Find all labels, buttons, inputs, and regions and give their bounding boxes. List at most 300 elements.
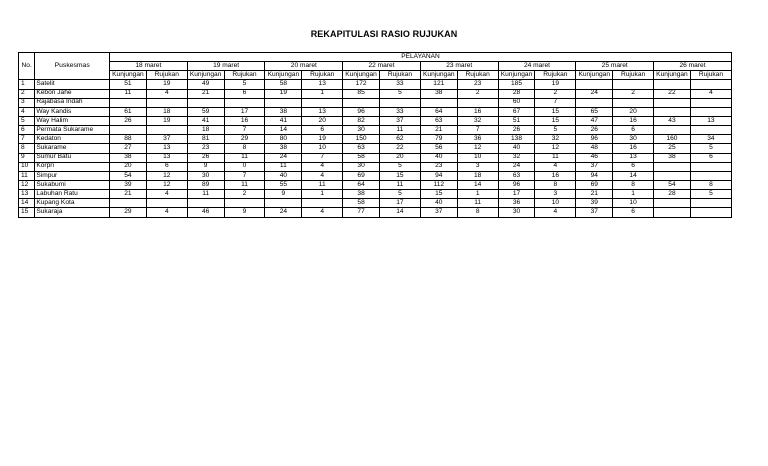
rujukan-cell [302,98,343,107]
table-row [19,116,732,125]
rujukan-cell: 5 [535,126,576,135]
kunjungan-cell: 39 [576,199,613,208]
kunjungan-cell: 40 [420,153,457,162]
rujukan-cell [613,80,654,89]
kunjungan-cell: 38 [654,153,691,162]
kunjungan-cell: 38 [265,144,302,153]
kunjungan-cell: 24 [265,153,302,162]
kunjungan-cell: 55 [265,180,302,189]
rujukan-cell: 14 [379,208,420,217]
header-date: 25 maret [576,62,654,71]
kunjungan-cell: 14 [265,126,302,135]
rujukan-cell [690,162,731,171]
header-kunjungan: Kunjungan [343,71,380,80]
kunjungan-cell: 48 [576,144,613,153]
rujukan-cell [690,98,731,107]
kunjungan-cell: 19 [265,89,302,98]
kunjungan-cell: 185 [498,80,535,89]
kunjungan-cell: 60 [498,98,535,107]
kunjungan-cell: 69 [343,171,380,180]
table-row [19,190,732,199]
rujukan-cell: 4 [535,162,576,171]
kunjungan-cell: 46 [187,208,224,217]
kunjungan-cell: 32 [498,153,535,162]
rujukan-cell: 7 [224,171,265,180]
kunjungan-cell: 63 [420,116,457,125]
kunjungan-cell: 56 [420,144,457,153]
rujukan-cell: 8 [224,144,265,153]
kunjungan-cell [654,199,691,208]
rujukan-cell: 16 [224,116,265,125]
rujukan-cell: 13 [613,153,654,162]
rujukan-cell: 16 [535,171,576,180]
rujukan-cell [146,126,187,135]
rujukan-cell: 30 [613,135,654,144]
kunjungan-cell: 85 [343,89,380,98]
rujukan-cell: 13 [146,144,187,153]
rujukan-cell [379,98,420,107]
rujukan-cell: 20 [379,153,420,162]
kunjungan-cell [110,126,147,135]
kunjungan-cell: 23 [187,144,224,153]
row-number: 1 [19,80,35,89]
rujukan-cell: 1 [302,89,343,98]
table-row [19,135,732,144]
row-number: 15 [19,208,35,217]
table-row [19,80,732,89]
kunjungan-cell: 89 [187,180,224,189]
kunjungan-cell: 96 [343,107,380,116]
header-kunjungan: Kunjungan [654,71,691,80]
kunjungan-cell: 21 [420,126,457,135]
puskesmas-name: Kupang Kota [35,199,110,208]
kunjungan-cell [654,208,691,217]
kunjungan-cell: 58 [343,199,380,208]
kunjungan-cell: 94 [576,171,613,180]
kunjungan-cell: 61 [110,107,147,116]
kunjungan-cell: 30 [343,126,380,135]
rujukan-cell: 1 [457,190,498,199]
puskesmas-name: Korpri [35,162,110,171]
rujukan-cell: 4 [146,208,187,217]
kunjungan-cell: 54 [110,171,147,180]
rujukan-cell [146,98,187,107]
kunjungan-cell: 96 [576,135,613,144]
kunjungan-cell: 64 [343,180,380,189]
rujukan-cell: 7 [302,153,343,162]
rujukan-cell: 32 [535,135,576,144]
kunjungan-cell [654,80,691,89]
kunjungan-cell: 38 [265,107,302,116]
rujukan-cell: 12 [146,171,187,180]
rujukan-cell: 5 [379,89,420,98]
kunjungan-cell [343,98,380,107]
rujukan-cell: 15 [379,171,420,180]
rujukan-cell: 4 [302,171,343,180]
header-date: 24 maret [498,62,576,71]
rujukan-cell: 7 [457,126,498,135]
rujukan-cell: 4 [302,208,343,217]
table-row [19,208,732,217]
header-rujukan: Rujukan [535,71,576,80]
kunjungan-cell: 112 [420,180,457,189]
header-date: 26 maret [654,62,732,71]
rujukan-cell: 22 [379,144,420,153]
rujukan-cell [224,98,265,107]
rujukan-cell: 37 [146,135,187,144]
row-number: 3 [19,98,35,107]
kunjungan-cell: 160 [654,135,691,144]
header-date: 20 maret [265,62,343,71]
kunjungan-cell: 38 [110,153,147,162]
header-kunjungan: Kunjungan [576,71,613,80]
rujukan-cell: 6 [146,162,187,171]
rujukan-cell: 19 [146,80,187,89]
rujukan-cell: 62 [379,135,420,144]
header-kunjungan: Kunjungan [265,71,302,80]
rujukan-cell: 34 [690,135,731,144]
kunjungan-cell: 30 [343,162,380,171]
rujukan-cell: 4 [146,89,187,98]
header-puskesmas: Puskesmas [35,53,110,80]
rujukan-cell: 1 [302,190,343,199]
table-row [19,162,732,171]
row-number: 11 [19,171,35,180]
kunjungan-cell: 150 [343,135,380,144]
rujukan-table [18,52,732,218]
kunjungan-cell: 41 [187,116,224,125]
rujukan-cell: 10 [535,199,576,208]
kunjungan-cell: 30 [498,208,535,217]
row-number: 5 [19,116,35,125]
kunjungan-cell: 41 [265,116,302,125]
kunjungan-cell: 36 [498,199,535,208]
kunjungan-cell: 11 [187,190,224,199]
kunjungan-cell: 40 [265,171,302,180]
kunjungan-cell: 54 [654,180,691,189]
rujukan-cell: 11 [302,180,343,189]
kunjungan-cell: 38 [343,190,380,199]
kunjungan-cell: 58 [265,80,302,89]
rujukan-cell: 5 [690,190,731,199]
kunjungan-cell: 28 [654,190,691,199]
kunjungan-cell [654,162,691,171]
kunjungan-cell [187,199,224,208]
kunjungan-cell: 37 [576,162,613,171]
puskesmas-name: Simpur [35,171,110,180]
puskesmas-name: Sukarame [35,144,110,153]
rujukan-cell: 4 [535,208,576,217]
kunjungan-cell: 43 [654,116,691,125]
rujukan-cell: 2 [613,89,654,98]
rujukan-cell: 9 [224,208,265,217]
kunjungan-cell: 40 [498,144,535,153]
table-row [19,180,732,189]
row-number: 14 [19,199,35,208]
kunjungan-cell: 51 [498,116,535,125]
kunjungan-cell [187,98,224,107]
header-rujukan: Rujukan [690,71,731,80]
kunjungan-cell: 21 [110,190,147,199]
rujukan-cell: 4 [146,190,187,199]
rujukan-cell: 8 [690,180,731,189]
rujukan-cell: 10 [613,199,654,208]
header-date: 22 maret [343,62,421,71]
rujukan-cell: 18 [146,107,187,116]
rujukan-cell: 11 [379,180,420,189]
row-number: 2 [19,89,35,98]
header-rujukan: Rujukan [302,71,343,80]
kunjungan-cell: 58 [343,153,380,162]
kunjungan-cell: 69 [576,180,613,189]
rujukan-cell: 5 [379,190,420,199]
rujukan-cell: 0 [224,162,265,171]
rujukan-cell: 33 [379,107,420,116]
kunjungan-cell: 49 [187,80,224,89]
puskesmas-name: Sukabumi [35,180,110,189]
rujukan-cell: 12 [457,144,498,153]
rujukan-cell [224,199,265,208]
kunjungan-cell: 63 [498,171,535,180]
rujukan-cell: 23 [457,80,498,89]
kunjungan-cell: 172 [343,80,380,89]
kunjungan-cell: 24 [265,208,302,217]
kunjungan-cell: 23 [420,162,457,171]
header-rujukan: Rujukan [613,71,654,80]
rujukan-cell: 2 [224,190,265,199]
row-number: 4 [19,107,35,116]
header-row-pelayanan [19,53,732,62]
kunjungan-cell: 26 [110,116,147,125]
rujukan-cell: 13 [302,80,343,89]
rujukan-cell: 6 [613,126,654,135]
kunjungan-cell: 88 [110,135,147,144]
rujukan-cell: 20 [613,107,654,116]
kunjungan-cell: 11 [110,89,147,98]
kunjungan-cell: 26 [576,126,613,135]
rujukan-cell [690,107,731,116]
rujukan-cell: 16 [613,144,654,153]
kunjungan-cell: 29 [110,208,147,217]
rujukan-cell: 11 [535,153,576,162]
kunjungan-cell: 40 [420,199,457,208]
kunjungan-cell: 59 [187,107,224,116]
table-row [19,171,732,180]
rujukan-cell [690,208,731,217]
rujukan-cell: 11 [224,180,265,189]
row-number: 13 [19,190,35,199]
rujukan-cell: 37 [379,116,420,125]
rujukan-cell: 11 [224,153,265,162]
kunjungan-cell [654,126,691,135]
kunjungan-cell: 9 [187,162,224,171]
header-kunjungan: Kunjungan [187,71,224,80]
rujukan-cell: 12 [146,180,187,189]
kunjungan-cell: 96 [498,180,535,189]
puskesmas-name: Satelit [35,80,110,89]
kunjungan-cell: 38 [420,89,457,98]
rujukan-cell [457,98,498,107]
rujukan-cell: 14 [457,180,498,189]
table-row [19,199,732,208]
header-date: 23 maret [420,62,498,71]
kunjungan-cell: 138 [498,135,535,144]
rujukan-cell [690,199,731,208]
kunjungan-cell: 121 [420,80,457,89]
rujukan-cell: 19 [146,116,187,125]
rujukan-cell: 10 [302,144,343,153]
kunjungan-cell: 20 [110,162,147,171]
kunjungan-cell: 47 [576,116,613,125]
kunjungan-cell: 28 [498,89,535,98]
rujukan-cell: 12 [535,144,576,153]
kunjungan-cell: 82 [343,116,380,125]
table-row [19,98,732,107]
kunjungan-cell [265,199,302,208]
kunjungan-cell: 37 [420,208,457,217]
rujukan-cell: 13 [146,153,187,162]
kunjungan-cell: 30 [187,171,224,180]
kunjungan-cell: 39 [110,180,147,189]
rujukan-cell: 4 [690,89,731,98]
header-date: 19 maret [187,62,265,71]
puskesmas-name: Kebon Jahe [35,89,110,98]
rujukan-cell: 6 [302,126,343,135]
kunjungan-cell [110,199,147,208]
header-rujukan: Rujukan [146,71,187,80]
kunjungan-cell [110,98,147,107]
puskesmas-name: Labuhan Ratu [35,190,110,199]
header-row-dates [19,62,732,71]
puskesmas-name: Sukaraja [35,208,110,217]
header-row-subcolumns [19,71,732,80]
header-date: 18 maret [110,62,188,71]
table-row [19,153,732,162]
rujukan-cell: 5 [224,80,265,89]
rujukan-cell: 11 [379,126,420,135]
row-number: 12 [19,180,35,189]
kunjungan-cell [654,107,691,116]
rujukan-cell: 14 [613,171,654,180]
rujukan-cell: 19 [535,80,576,89]
rujukan-cell: 8 [457,208,498,217]
header-kunjungan: Kunjungan [498,71,535,80]
kunjungan-cell: 15 [420,190,457,199]
rujukan-cell: 15 [535,107,576,116]
row-number: 10 [19,162,35,171]
kunjungan-cell: 46 [576,153,613,162]
header-rujukan: Rujukan [379,71,420,80]
rujukan-cell: 1 [613,190,654,199]
rujukan-cell: 5 [379,162,420,171]
table-row [19,144,732,153]
kunjungan-cell: 67 [498,107,535,116]
kunjungan-cell: 65 [576,107,613,116]
rujukan-cell: 13 [302,107,343,116]
header-no: No. [19,53,35,80]
rujukan-cell: 32 [457,116,498,125]
rujukan-cell: 10 [457,153,498,162]
rujukan-cell: 7 [535,98,576,107]
kunjungan-cell [576,98,613,107]
rujukan-cell: 17 [224,107,265,116]
rujukan-cell [146,199,187,208]
kunjungan-cell: 17 [498,190,535,199]
rujukan-cell: 36 [457,135,498,144]
kunjungan-cell: 94 [420,171,457,180]
puskesmas-name: Way Halim [35,116,110,125]
page-title: REKAPITULASI RASIO RUJUKAN [310,29,458,39]
kunjungan-cell: 26 [187,153,224,162]
kunjungan-cell [654,171,691,180]
kunjungan-cell: 27 [110,144,147,153]
rujukan-cell: 6 [613,208,654,217]
kunjungan-cell [576,80,613,89]
rujukan-cell: 8 [613,180,654,189]
rujukan-cell: 13 [690,116,731,125]
rujukan-cell: 33 [379,80,420,89]
rujukan-cell [690,171,731,180]
puskesmas-name: Kedaton [35,135,110,144]
rujukan-cell: 29 [224,135,265,144]
rujukan-cell [690,80,731,89]
kunjungan-cell: 24 [576,89,613,98]
kunjungan-cell: 63 [343,144,380,153]
rujukan-cell: 16 [457,107,498,116]
rujukan-cell: 6 [690,153,731,162]
rujukan-cell: 16 [613,116,654,125]
rujukan-cell: 3 [535,190,576,199]
kunjungan-cell: 24 [498,162,535,171]
kunjungan-cell: 80 [265,135,302,144]
table-row [19,89,732,98]
header-kunjungan: Kunjungan [110,71,147,80]
row-number: 6 [19,126,35,135]
kunjungan-cell: 51 [110,80,147,89]
table-row [19,126,732,135]
rujukan-cell: 6 [613,162,654,171]
rujukan-cell: 8 [535,180,576,189]
kunjungan-cell [420,98,457,107]
kunjungan-cell: 18 [187,126,224,135]
kunjungan-cell: 77 [343,208,380,217]
rujukan-cell: 20 [302,116,343,125]
rujukan-cell: 15 [535,116,576,125]
rujukan-cell: 6 [224,89,265,98]
header-rujukan: Rujukan [457,71,498,80]
header-pelayanan: PELAYANAN [110,53,732,62]
rujukan-cell: 2 [457,89,498,98]
kunjungan-cell: 25 [654,144,691,153]
rujukan-cell: 17 [379,199,420,208]
kunjungan-cell: 79 [420,135,457,144]
kunjungan-cell: 9 [265,190,302,199]
puskesmas-name: Sumur Batu [35,153,110,162]
rujukan-cell: 18 [457,171,498,180]
header-kunjungan: Kunjungan [420,71,457,80]
kunjungan-cell [654,98,691,107]
rujukan-cell [613,98,654,107]
rujukan-cell: 4 [302,162,343,171]
row-number: 9 [19,153,35,162]
puskesmas-name: Rajabasa Indah [35,98,110,107]
rujukan-cell: 7 [224,126,265,135]
kunjungan-cell: 21 [187,89,224,98]
row-number: 8 [19,144,35,153]
rujukan-cell [690,126,731,135]
kunjungan-cell: 81 [187,135,224,144]
kunjungan-cell: 26 [498,126,535,135]
